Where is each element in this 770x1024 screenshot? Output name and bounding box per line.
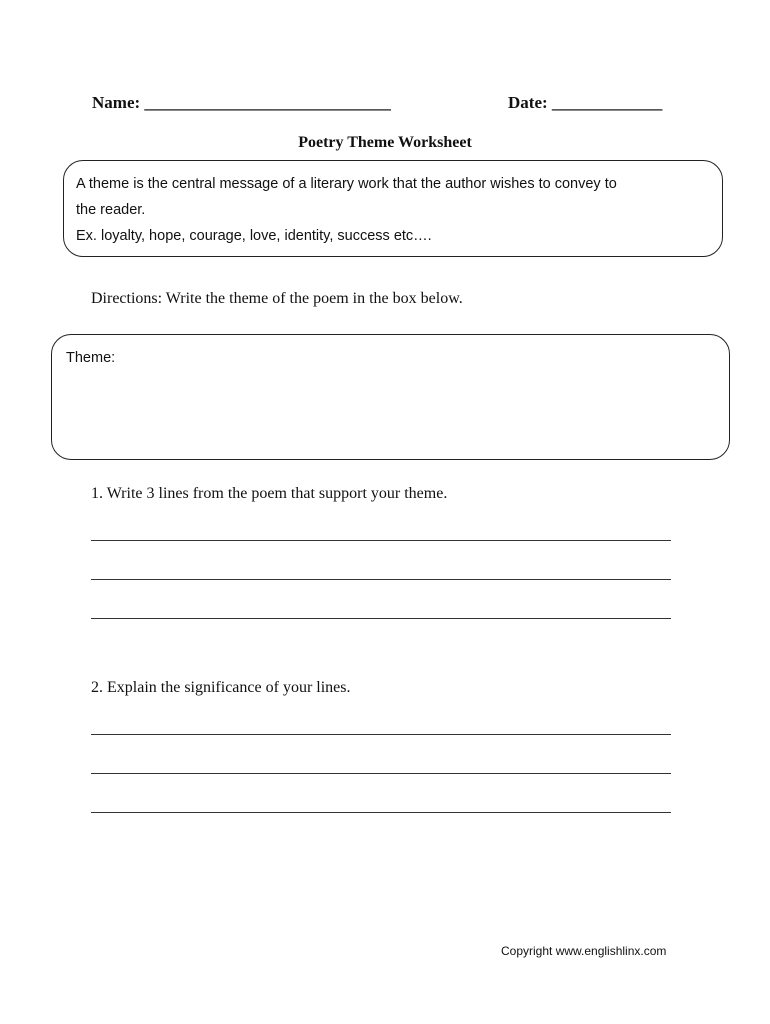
definition-examples: Ex. loyalty, hope, courage, love, identity, success etc…. — [76, 228, 432, 244]
date-field-label: Date: _____________ — [508, 93, 663, 112]
question-1-answer-line-1[interactable] — [91, 540, 671, 541]
question-1-answer-line-2[interactable] — [91, 579, 671, 580]
theme-label: Theme: — [66, 350, 116, 366]
worksheet-title: Poetry Theme Worksheet — [298, 134, 472, 151]
copyright-footer: Copyright www.englishlinx.com — [501, 944, 667, 958]
question-2-answer-line-2[interactable] — [91, 773, 671, 774]
question-1-text: 1. Write 3 lines from the poem that support your theme. — [91, 485, 448, 502]
question-2-answer-line-3[interactable] — [91, 812, 671, 813]
question-2-answer-line-1[interactable] — [91, 734, 671, 735]
directions-text: Directions: Write the theme of the poem in the box below. — [91, 290, 463, 307]
theme-answer-box[interactable] — [51, 334, 730, 460]
definition-line-1: A theme is the central message of a literary work that the author wishes to convey to — [76, 176, 617, 192]
question-1-answer-line-3[interactable] — [91, 618, 671, 619]
definition-box — [63, 160, 723, 257]
name-field-label: Name: _____________________________ — [92, 93, 391, 112]
question-2-text: 2. Explain the significance of your lines. — [91, 679, 351, 696]
definition-line-2: the reader. — [76, 202, 146, 218]
